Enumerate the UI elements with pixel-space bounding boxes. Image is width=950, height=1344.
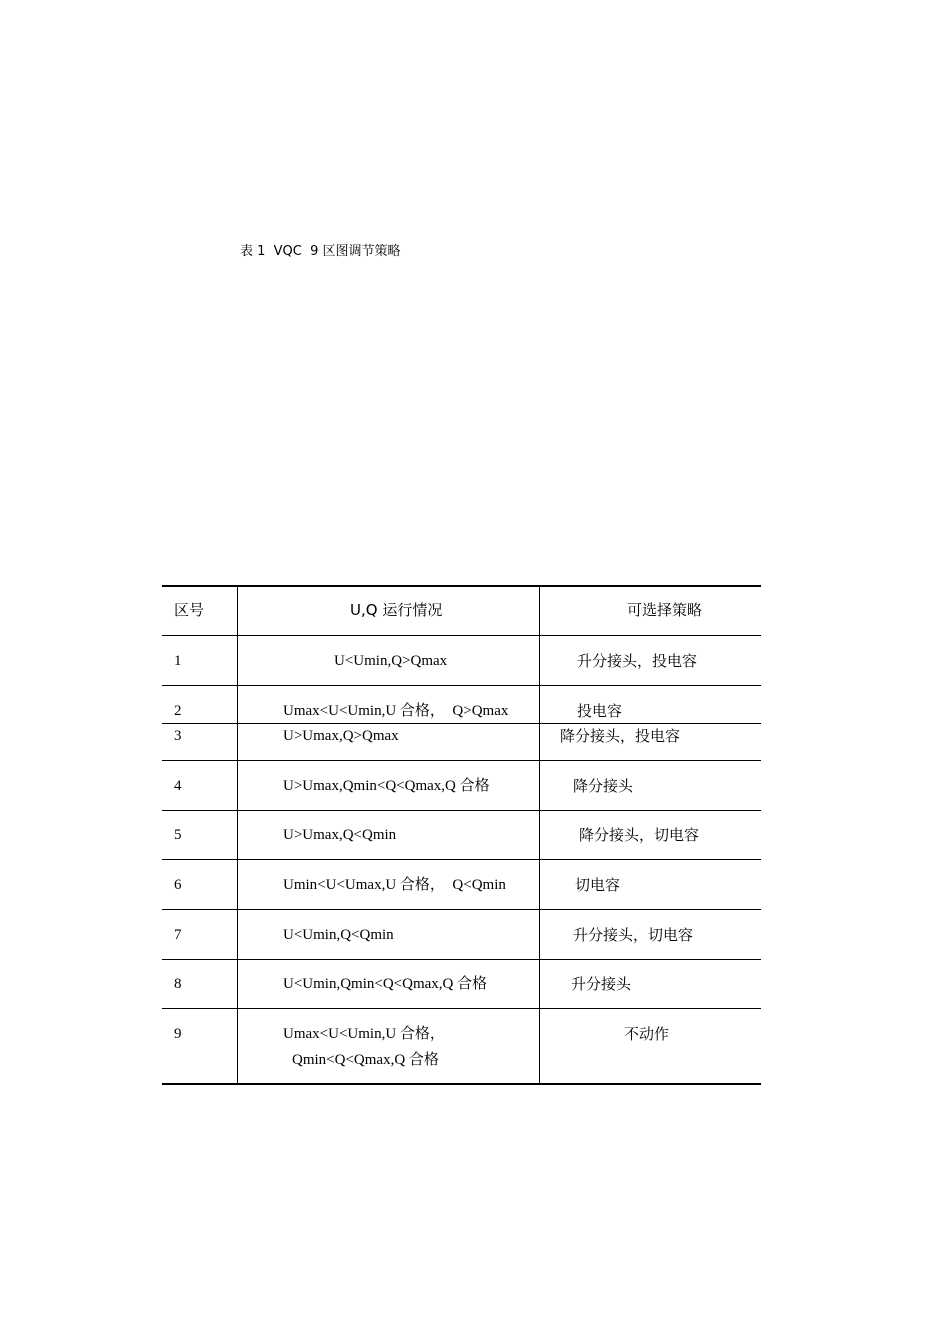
table-row-divider	[162, 909, 761, 910]
row-3-strategy: 降分接头，投电容	[560, 727, 681, 745]
row-2-condition: Umax<U<Umin,U 合格， Q>Qmax	[283, 703, 509, 719]
row-7-condition: U<Umin,Q<Qmin	[283, 927, 394, 943]
row-5-condition: U>Umax,Q<Qmin	[283, 827, 397, 843]
table-row-divider	[162, 685, 761, 686]
table-bottom-rule	[162, 1083, 761, 1085]
table-row-divider	[162, 723, 761, 724]
row-5-zone: 5	[174, 827, 182, 843]
table-col-divider	[237, 585, 238, 1085]
row-4-strategy: 降分接头	[573, 777, 634, 795]
table-top-rule	[162, 585, 761, 587]
row-4-condition: U>Umax,Qmin<Q<Qmax,Q 合格	[283, 778, 490, 794]
row-6-condition: Umin<U<Umax,U 合格， Q<Qmin	[283, 877, 506, 893]
row-2-zone: 2	[174, 703, 182, 719]
row-1-condition: U<Umin,Q>Qmax	[334, 653, 448, 669]
row-3-zone: 3	[174, 728, 182, 744]
table-row-divider	[162, 635, 761, 636]
row-6-strategy: 切电容	[575, 876, 621, 894]
table-col-divider	[539, 585, 540, 1085]
row-7-strategy: 升分接头，切电容	[573, 926, 694, 944]
table-row-divider	[162, 959, 761, 960]
row-6-zone: 6	[174, 877, 182, 893]
row-9-condition-line-1: Umax<U<Umin,U 合格，	[283, 1026, 445, 1042]
row-3-condition: U>Umax,Q>Qmax	[283, 728, 399, 744]
row-1-zone: 1	[174, 653, 182, 669]
row-1-strategy: 升分接头，投电容	[577, 652, 698, 670]
row-9-condition-line-2: Qmin<Q<Qmax,Q 合格	[292, 1052, 439, 1068]
row-9-strategy: 不动作	[624, 1025, 670, 1043]
table-row-divider	[162, 760, 761, 761]
row-5-strategy: 降分接头，切电容	[579, 826, 700, 844]
row-4-zone: 4	[174, 778, 182, 794]
row-8-zone: 8	[174, 976, 182, 992]
table-row-divider	[162, 1008, 761, 1009]
header-strategy: 可选择策略	[627, 601, 703, 619]
table-caption: 表 1 VQC 9 区图调节策略	[240, 244, 401, 259]
table-row-divider	[162, 810, 761, 811]
row-8-strategy: 升分接头	[571, 975, 632, 993]
row-2-strategy: 投电容	[577, 702, 623, 720]
row-8-condition: U<Umin,Qmin<Q<Qmax,Q 合格	[283, 976, 488, 992]
row-7-zone: 7	[174, 927, 182, 943]
table-row-divider	[162, 859, 761, 860]
header-zone: 区号	[174, 601, 205, 619]
header-condition: U,Q 运行情况	[350, 601, 443, 619]
row-9-zone: 9	[174, 1026, 182, 1042]
vqc-strategy-table	[162, 585, 761, 1085]
